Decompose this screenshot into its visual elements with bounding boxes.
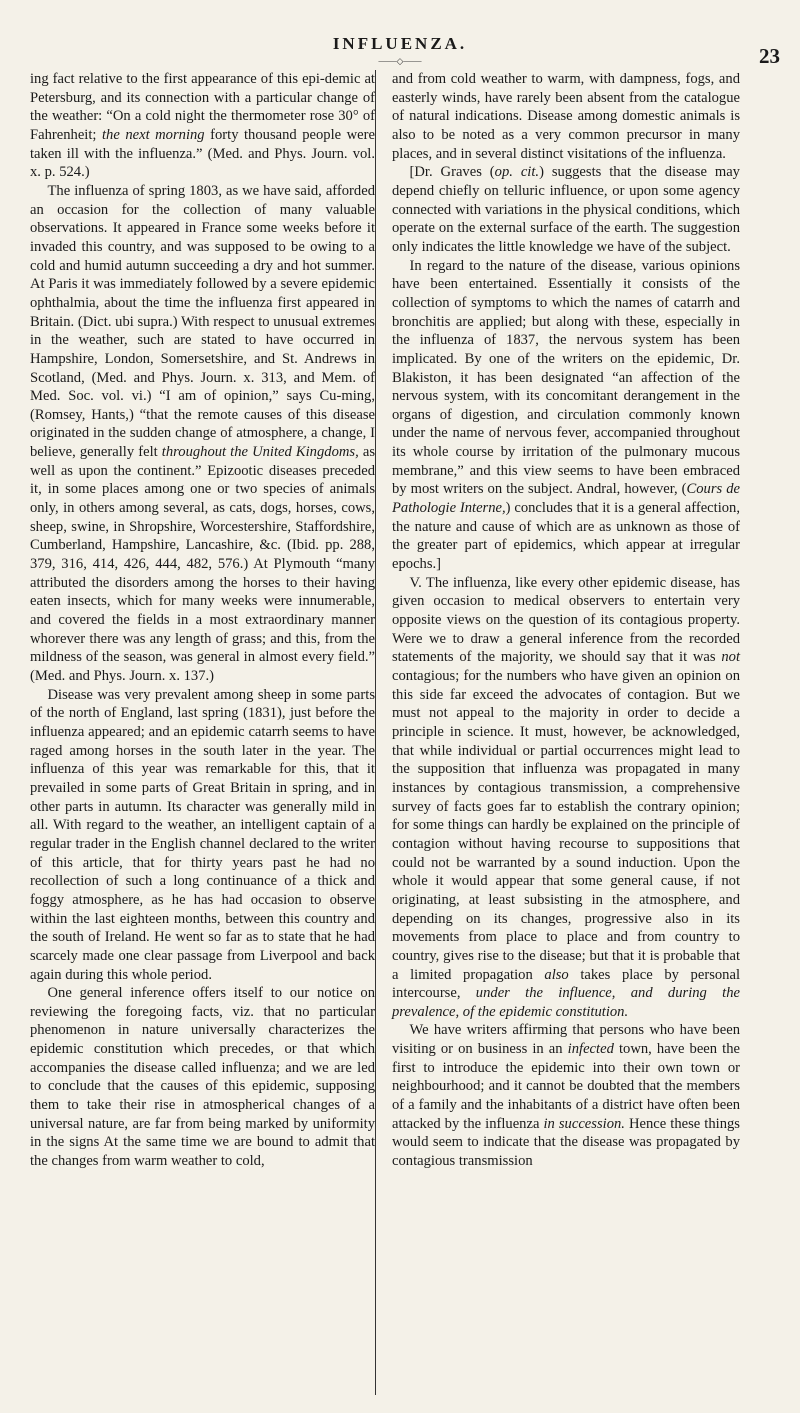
paragraph: In regard to the nature of the disease, various opinions have been entertained. Essentially it consists of the collection of symptoms to which the names of catarrh and bronchitis are applied; but along with these, especially in the influenza of 1837, the nervous system has been implicated. By one of the writers on the epidemic, Dr. Blakiston, it has been designated “an affection of the nervous system, with its concomitant derangement in the organs of digestion, and circulation commonly known under the name of nervous fever, accompanied throughout its whole course by irritation of the pulmonary mucous membrane,” and this view seems to have been embraced by most writers on the subject. Andral, however, (Cours de Pathologie Interne,) concludes that it is a general affection, the nature and cause of which are as unknown as those of the greater part of epidemics, which appear at irregular epochs.] — [392, 257, 741, 573]
right-column — [392, 70, 740, 1171]
page-number: 23 — [759, 44, 780, 68]
paragraph: V. The influenza, like every other epidemic disease, has given occasion to medical observers to entertain very opposite views on the question of its contagious property. Were we to draw a general inference from the recorded statements of the majority, we should say that it was not contagious; for the numbers who have given an opinion on this side far exceed the advocates of contagion. But we must not appeal to the majority in order to decide a principle in science. It must, however, be acknowledged, that while individual or partial occurrences might lead to the supposition that influenza was propagated in many instances by contagious transmission, a comprehensive survey of facts goes far to establish the contrary opinion; for some things can hardly be explained on the principle of contagion without having recourse to suppositions that could not be warranted by a sound induction. Upon the whole it would appear that some general cause, if not originating, at least subsisting in the atmosphere, and depending on its changes, progressive also in its movements from place to place and from country to country, gives rise to the disease; but that it is probable that a limited propagation also takes place by personal intercourse, under the influence, and during the prevalence, of the epidemic constitution. — [392, 574, 741, 1020]
paragraph: [Dr. Graves (op. cit.) suggests that the disease may depend chiefly on telluric influence, or upon some agency connected with variations in the physical conditions, which operate on the external surface of the earth. The suggestion only indicates the little knowledge we have of the subject. — [392, 164, 740, 255]
paragraph: Disease was very prevalent among sheep in some parts of the north of England, last spring (1831), just before the influenza appeared; and an epidemic catarrh seems to have raged among horses in the south later in the year. The influenza of this year was remarkable for this, that it prevailed in some parts of Great Britain in spring, and in other parts in autumn. Its character was generally mild in all. With regard to the weather, an intelligent captain of a regular trader in the English channel declared to the writer of this article, that for thirty years past he had no recollection of such a long continuance of a thick and foggy atmosphere, as he has had occasion to observe within the last eighteen months, between this country and the south of Ireland. He went so far as to state that he had scarcely made one clear passage from Liverpool and back again during this whole period. — [30, 686, 375, 983]
title-ornament: ——◇—— — [378, 56, 422, 66]
paragraph: We have writers affirming that persons who have been visiting or on business in an infected town, have been the first to introduce the epidemic into their own town or neighbourhood; and it cannot be doubted that the members of a family and the inhabitants of a district have often been attacked by the influenza in succession. Hence these things would seem to indicate that the disease was propagated by contagious transmission — [392, 1022, 740, 1170]
paragraph: The influenza of spring 1803, as we have said, afforded an occasion for the collection of many valuable observations. It appeared in France some weeks before it invaded this country, and was supposed to be owing to a cold and humid autumn succeeding a dry and hot summer. At Paris it was immediately followed by a severe epidemic ophthalmia, about the time the influenza first appeared in Britain. (Dict. ubi supra.) With respect to unusual extremes in the weather, such are stated to have occurred in Hampshire, London, Somersetshire, and St. Andrews in Scotland, (Med. and Phys. Journ. x. 313, and Mem. of Med. Soc. vol. vi.) “I am of opinion,” says Cu-ming, (Romsey, Hants,) “that the remote causes of this disease originated in the sudden change of atmosphere, a change, I believe, generally felt throughout the United Kingdoms, as well as upon the continent.” Epizootic diseases preceded it, in some places among one or two species of animals only, in others among several, as cats, dogs, horses, cows, sheep, swine, in Shropshire, Worcestershire, Staffordshire, Cumberland, Hampshire, Lancashire, &c. (Ibid. pp. 288, 379, 316, 414, 426, 444, 482, 576.) At Plymouth “many attributed the disorders among the horses to their having eaten insects, which for many weeks were innumerable, and covered the fields in a most extraordinary manner whorever there was any length of grass; and this, from the mildness of the season, was general in almost every field.” (Med. and Phys. Journ. x. 137.) — [30, 182, 376, 684]
paragraph: and from cold weather to warm, with dampness, fogs, and easterly winds, have rarely been absent from the catalogue of natural indications. Disease among domestic animals is also to be noted as a very common precursor in many places, and in several distinct visitations of the influenza. — [392, 71, 740, 162]
page-header — [0, 26, 800, 66]
column-divider — [375, 70, 376, 1395]
paragraph: ing fact relative to the first appearance of this epi-demic at Petersburg, and its connection with a particular change of the weather: “On a cold night the thermometer rose 30° of Fahrenheit; the next morning forty thousand people were taken ill with the influenza.” (Med. and Phys. Journ. vol. x. p. 524.) — [30, 71, 375, 181]
running-title: INFLUENZA. — [332, 34, 468, 53]
paragraph: One general inference offers itself to our notice on reviewing the foregoing facts, viz. that no particular phenomenon in nature universally characterizes the epidemic constitution which precedes, or that which accompanies the disease called influenza; and we are led to conclude that the causes of this epidemic, supposing them to take their rise in atmospherical changes of a universal nature, are far from being marked by uniformity in the signs At the same time we are bound to admit that the changes from warm weather to cold, — [30, 985, 375, 1170]
left-column — [30, 70, 375, 1171]
